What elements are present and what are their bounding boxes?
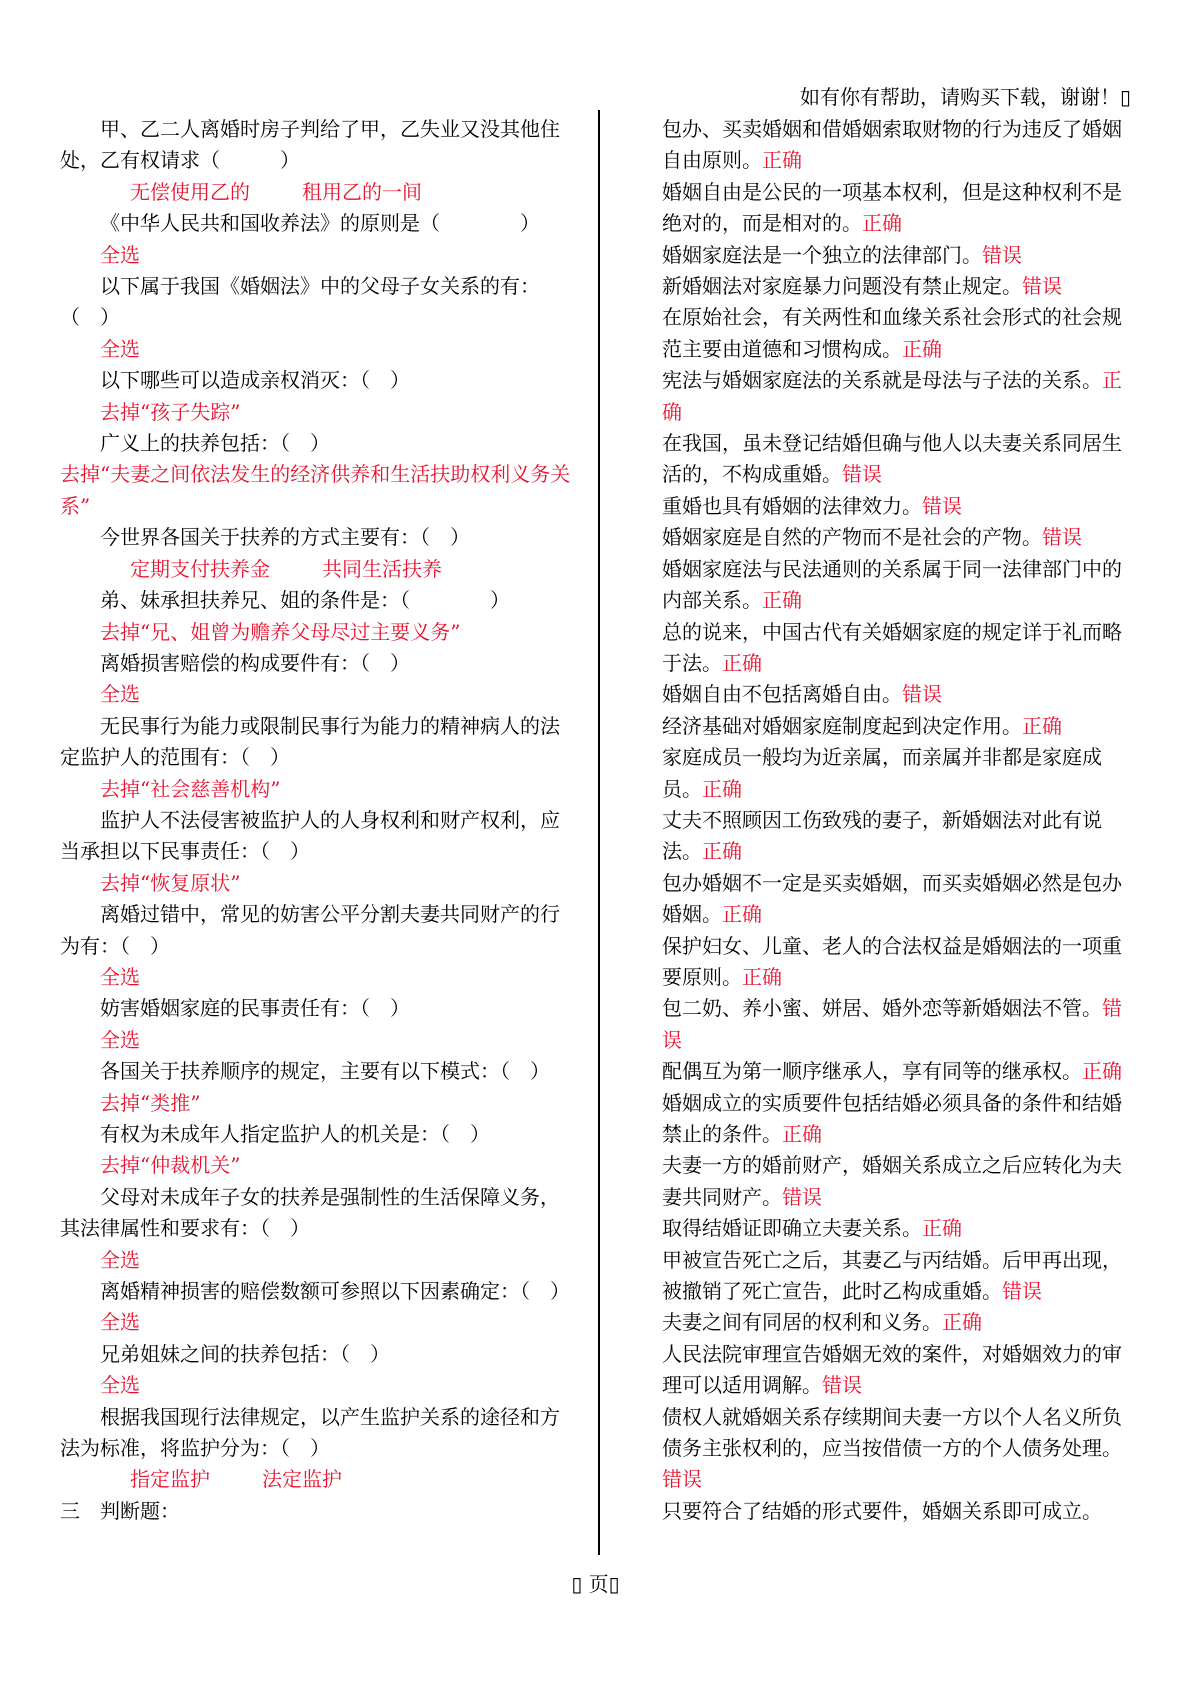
judgment-statement: 丈夫不照顾因工伤致残的妻子，新婚姻法对此有说法。 — [662, 807, 1102, 864]
judgment-answer: 正确 — [722, 650, 762, 675]
judgment-answer: 错误 — [1042, 525, 1082, 550]
answer-text: 去掉“仲裁机关” — [100, 1153, 241, 1178]
judgment-answer: 正确 — [1082, 1059, 1122, 1084]
judgment-item — [662, 522, 1136, 553]
judgment-item — [662, 1056, 1136, 1087]
judgment-answer: 正确 — [702, 839, 742, 864]
answer-text: 去掉“恢复原状” — [100, 870, 241, 895]
judgment-answer: 错误 — [902, 682, 942, 707]
judgment-statement: 婚姻家庭法与民法通则的关系属于同一法律部门中的内部关系。 — [662, 556, 1122, 613]
judgment-item — [662, 1088, 1136, 1151]
judgment-answer: 正确 — [722, 902, 762, 927]
answer-option: 法定监护 — [262, 1467, 342, 1492]
question-text: 各国关于扶养顺序的规定，主要有以下模式：（ ） — [100, 1059, 550, 1084]
answer-text: 去掉“社会慈善机构” — [100, 776, 281, 801]
judgment-statement: 新婚姻法对家庭暴力问题没有禁止规定。 — [662, 274, 1022, 299]
answer-text: 全选 — [100, 682, 140, 707]
question-text: 离婚精神损害的赔偿数额可参照以下因素确定：（ ） — [100, 1279, 570, 1304]
question-text: 根据我国现行法律规定，以产生监护关系的途径和方法为标准，将监护分为：（ ） — [60, 1404, 560, 1461]
judgment-statement: 重婚也具有婚姻的法律效力。 — [662, 493, 922, 518]
judgment-item — [662, 240, 1136, 271]
judgment-answer: 错误 — [922, 493, 962, 518]
judgment-item — [662, 1402, 1136, 1496]
judgment-statement: 债权人就婚姻关系存续期间夫妻一方以个人名义所负债务主张权利的，应当按借债一方的个人债务处理。 — [662, 1404, 1122, 1461]
answer-option: 无偿使用乙的 — [130, 179, 250, 204]
judgment-statement: 甲被宣告死亡之后，其妻乙与丙结婚。后甲再出现，被撤销了死亡宣告，此时乙构成重婚。 — [662, 1247, 1122, 1304]
judgment-item — [662, 302, 1136, 365]
judgment-item — [662, 1150, 1136, 1213]
judgment-answer: 正确 — [862, 211, 902, 236]
judgment-statement: 取得结婚证即确立夫妻关系。 — [662, 1216, 922, 1241]
judgment-answer: 正确 — [902, 336, 942, 361]
judgment-answer: 错误 — [982, 242, 1022, 267]
judgment-statement: 人民法院审理宣告婚姻无效的案件，对婚姻效力的审理可以适用调解。 — [662, 1341, 1122, 1398]
judgment-item — [662, 711, 1136, 742]
judgment-item — [662, 805, 1136, 868]
answer-text: 去掉“孩子失踪” — [100, 399, 241, 424]
right-column — [662, 114, 1136, 1527]
judgment-item — [662, 271, 1136, 302]
answer-text: 去掉“兄、姐曾为赡养父母尽过主要义务” — [100, 619, 461, 644]
question-text: 以下哪些可以造成亲权消灭：（ ） — [100, 368, 410, 393]
judgment-answer: 错误 — [1002, 1279, 1042, 1304]
judgment-answer: 正确 — [742, 964, 782, 989]
question-text: 无民事行为能力或限制民事行为能力的精神病人的法定监护人的范围有：（ ） — [60, 713, 560, 770]
judgment-statement: 婚姻家庭法是一个独立的法律部门。 — [662, 242, 982, 267]
judgment-statement: 总的说来，中国古代有关婚姻家庭的规定详于礼而略于法。 — [662, 619, 1122, 675]
judgment-item — [662, 114, 1136, 177]
answer-option: 定期支付扶养金 — [130, 556, 270, 581]
judgment-item — [662, 554, 1136, 617]
judgment-answer: 正确 — [702, 776, 742, 801]
judgment-statement: 婚姻自由是公民的一项基本权利，但是这种权利不是绝对的，而是相对的。 — [662, 179, 1122, 236]
answer-text: 全选 — [100, 1373, 140, 1398]
column-divider — [598, 110, 600, 1555]
judgment-answer: 错误 — [842, 462, 882, 487]
judgment-statement: 包办、买卖婚姻和借婚姻索取财物的行为违反了婚姻自由原则。 — [662, 117, 1122, 173]
judgment-item — [662, 1245, 1136, 1308]
question-text: 弟、妹承担扶养兄、姐的条件是：（ ） — [100, 588, 510, 613]
section-heading: 三 判断题： — [60, 1498, 180, 1523]
answer-option: 共同生活扶养 — [322, 556, 442, 581]
judgment-statement: 婚姻家庭是自然的产物而不是社会的产物。 — [662, 525, 1042, 550]
judgment-statement: 婚姻成立的实质要件包括结婚必须具备的条件和结婚禁止的条件。 — [662, 1090, 1122, 1146]
judgment-answer: 正确 — [922, 1216, 962, 1241]
judgment-answer: 正确 — [1022, 713, 1062, 738]
judgment-statement: 只要符合了结婚的形式要件，婚姻关系即可成立。 — [662, 1498, 1102, 1523]
judgment-statement: 夫妻一方的婚前财产，婚姻关系成立之后应转化为夫妻共同财产。 — [662, 1153, 1122, 1209]
judgment-statement: 夫妻之间有同居的权利和义务。 — [662, 1310, 942, 1335]
judgment-item — [662, 491, 1136, 522]
question-text: 离婚损害赔偿的构成要件有：（ ） — [100, 650, 410, 675]
answer-options — [60, 554, 572, 585]
answer-text: 去掉“类推” — [100, 1090, 201, 1115]
judgment-answer: 错误 — [1022, 274, 1062, 299]
judgment-answer: 正确 — [762, 148, 802, 173]
page-footer: ▯ 页▯ — [571, 1572, 620, 1596]
judgment-statement: 在我国，虽未登记结婚但确与他人以夫妻关系同居生活的，不构成重婚。 — [662, 431, 1122, 487]
question-text: 甲、乙二人离婚时房子判给了甲，乙失业又没其他住处，乙有权请求（ ） — [60, 117, 560, 173]
judgment-item — [662, 1307, 1136, 1338]
judgment-answer: 错误 — [822, 1373, 862, 1398]
judgment-item — [662, 1213, 1136, 1244]
answer-options — [60, 1464, 572, 1495]
answer-text: 全选 — [100, 1027, 140, 1052]
judgment-item — [662, 428, 1136, 491]
judgment-answer: 错误 — [782, 1184, 822, 1209]
question-text: 《中华人民共和国收养法》的原则是（ ） — [100, 211, 540, 236]
judgment-statement: 婚姻自由不包括离婚自由。 — [662, 682, 902, 707]
judgment-item — [662, 365, 1136, 428]
judgment-item — [662, 679, 1136, 710]
question-text: 以下属于我国《婚姻法》中的父母子女关系的有：（ ） — [60, 274, 540, 330]
judgment-item — [662, 617, 1136, 680]
answer-text: 去掉“夫妻之间依法发生的经济供养和生活扶助权利义务关系” — [60, 462, 571, 518]
judgment-item — [662, 177, 1136, 240]
judgment-statement: 经济基础对婚姻家庭制度起到决定作用。 — [662, 713, 1022, 738]
answer-option: 租用乙的一间 — [302, 179, 422, 204]
judgment-answer: 正确 — [662, 368, 1122, 424]
judgment-statement: 保护妇女、儿童、老人的合法权益是婚姻法的一项重要原则。 — [662, 933, 1122, 989]
judgment-item — [662, 1339, 1136, 1402]
judgment-answer: 正确 — [942, 1310, 982, 1335]
question-text: 今世界各国关于扶养的方式主要有：（ ） — [100, 525, 470, 550]
answer-text: 全选 — [100, 1310, 140, 1335]
left-column — [60, 114, 572, 1527]
judgment-statement: 在原始社会，有关两性和血缘关系社会形式的社会规范主要由道德和习惯构成。 — [662, 305, 1122, 361]
judgment-statement: 配偶互为第一顺序继承人，享有同等的继承权。 — [662, 1059, 1082, 1084]
judgment-answer: 正确 — [782, 1122, 822, 1146]
answer-text: 全选 — [100, 1247, 140, 1272]
judgment-item — [662, 931, 1136, 994]
question-text: 父母对未成年子女的扶养是强制性的生活保障义务，其法律属性和要求有：（ ） — [60, 1184, 560, 1241]
question-text: 兄弟姐妹之间的扶养包括：（ ） — [100, 1341, 390, 1366]
judgment-answer: 错误 — [662, 1467, 702, 1492]
judgment-answer: 错误 — [662, 996, 1122, 1052]
judgment-item — [662, 868, 1136, 931]
question-text: 广义上的扶养包括：（ ） — [100, 431, 330, 456]
judgment-item — [662, 993, 1136, 1056]
judgment-statement: 宪法与婚姻家庭法的关系就是母法与子法的关系。 — [662, 368, 1102, 393]
judgment-answer: 正确 — [762, 588, 802, 613]
answer-option: 指定监护 — [130, 1467, 210, 1492]
page-header-note: 如有你有帮助，请购买下载，谢谢！▯ — [799, 85, 1131, 109]
judgment-statement: 包二奶、养小蜜、姘居、婚外恋等新婚姻法不管。 — [662, 996, 1102, 1021]
question-text: 监护人不法侵害被监护人的人身权利和财产权利，应当承担以下民事责任：（ ） — [60, 807, 560, 864]
answer-text: 全选 — [100, 336, 140, 361]
judgment-statement: 家庭成员一般均为近亲属，而亲属并非都是家庭成员。 — [662, 745, 1102, 801]
question-text: 有权为未成年人指定监护人的机关是：（ ） — [100, 1122, 490, 1146]
answer-text: 全选 — [100, 242, 140, 267]
answer-text: 全选 — [100, 964, 140, 989]
judgment-item — [662, 1496, 1136, 1527]
question-text: 离婚过错中，常见的妨害公平分割夫妻共同财产的行为有：（ ） — [60, 902, 560, 958]
question-text: 妨害婚姻家庭的民事责任有：（ ） — [100, 996, 410, 1021]
judgment-item — [662, 742, 1136, 805]
judgment-statement: 包办婚姻不一定是买卖婚姻，而买卖婚姻必然是包办婚姻。 — [662, 870, 1122, 927]
answer-options — [60, 177, 572, 208]
